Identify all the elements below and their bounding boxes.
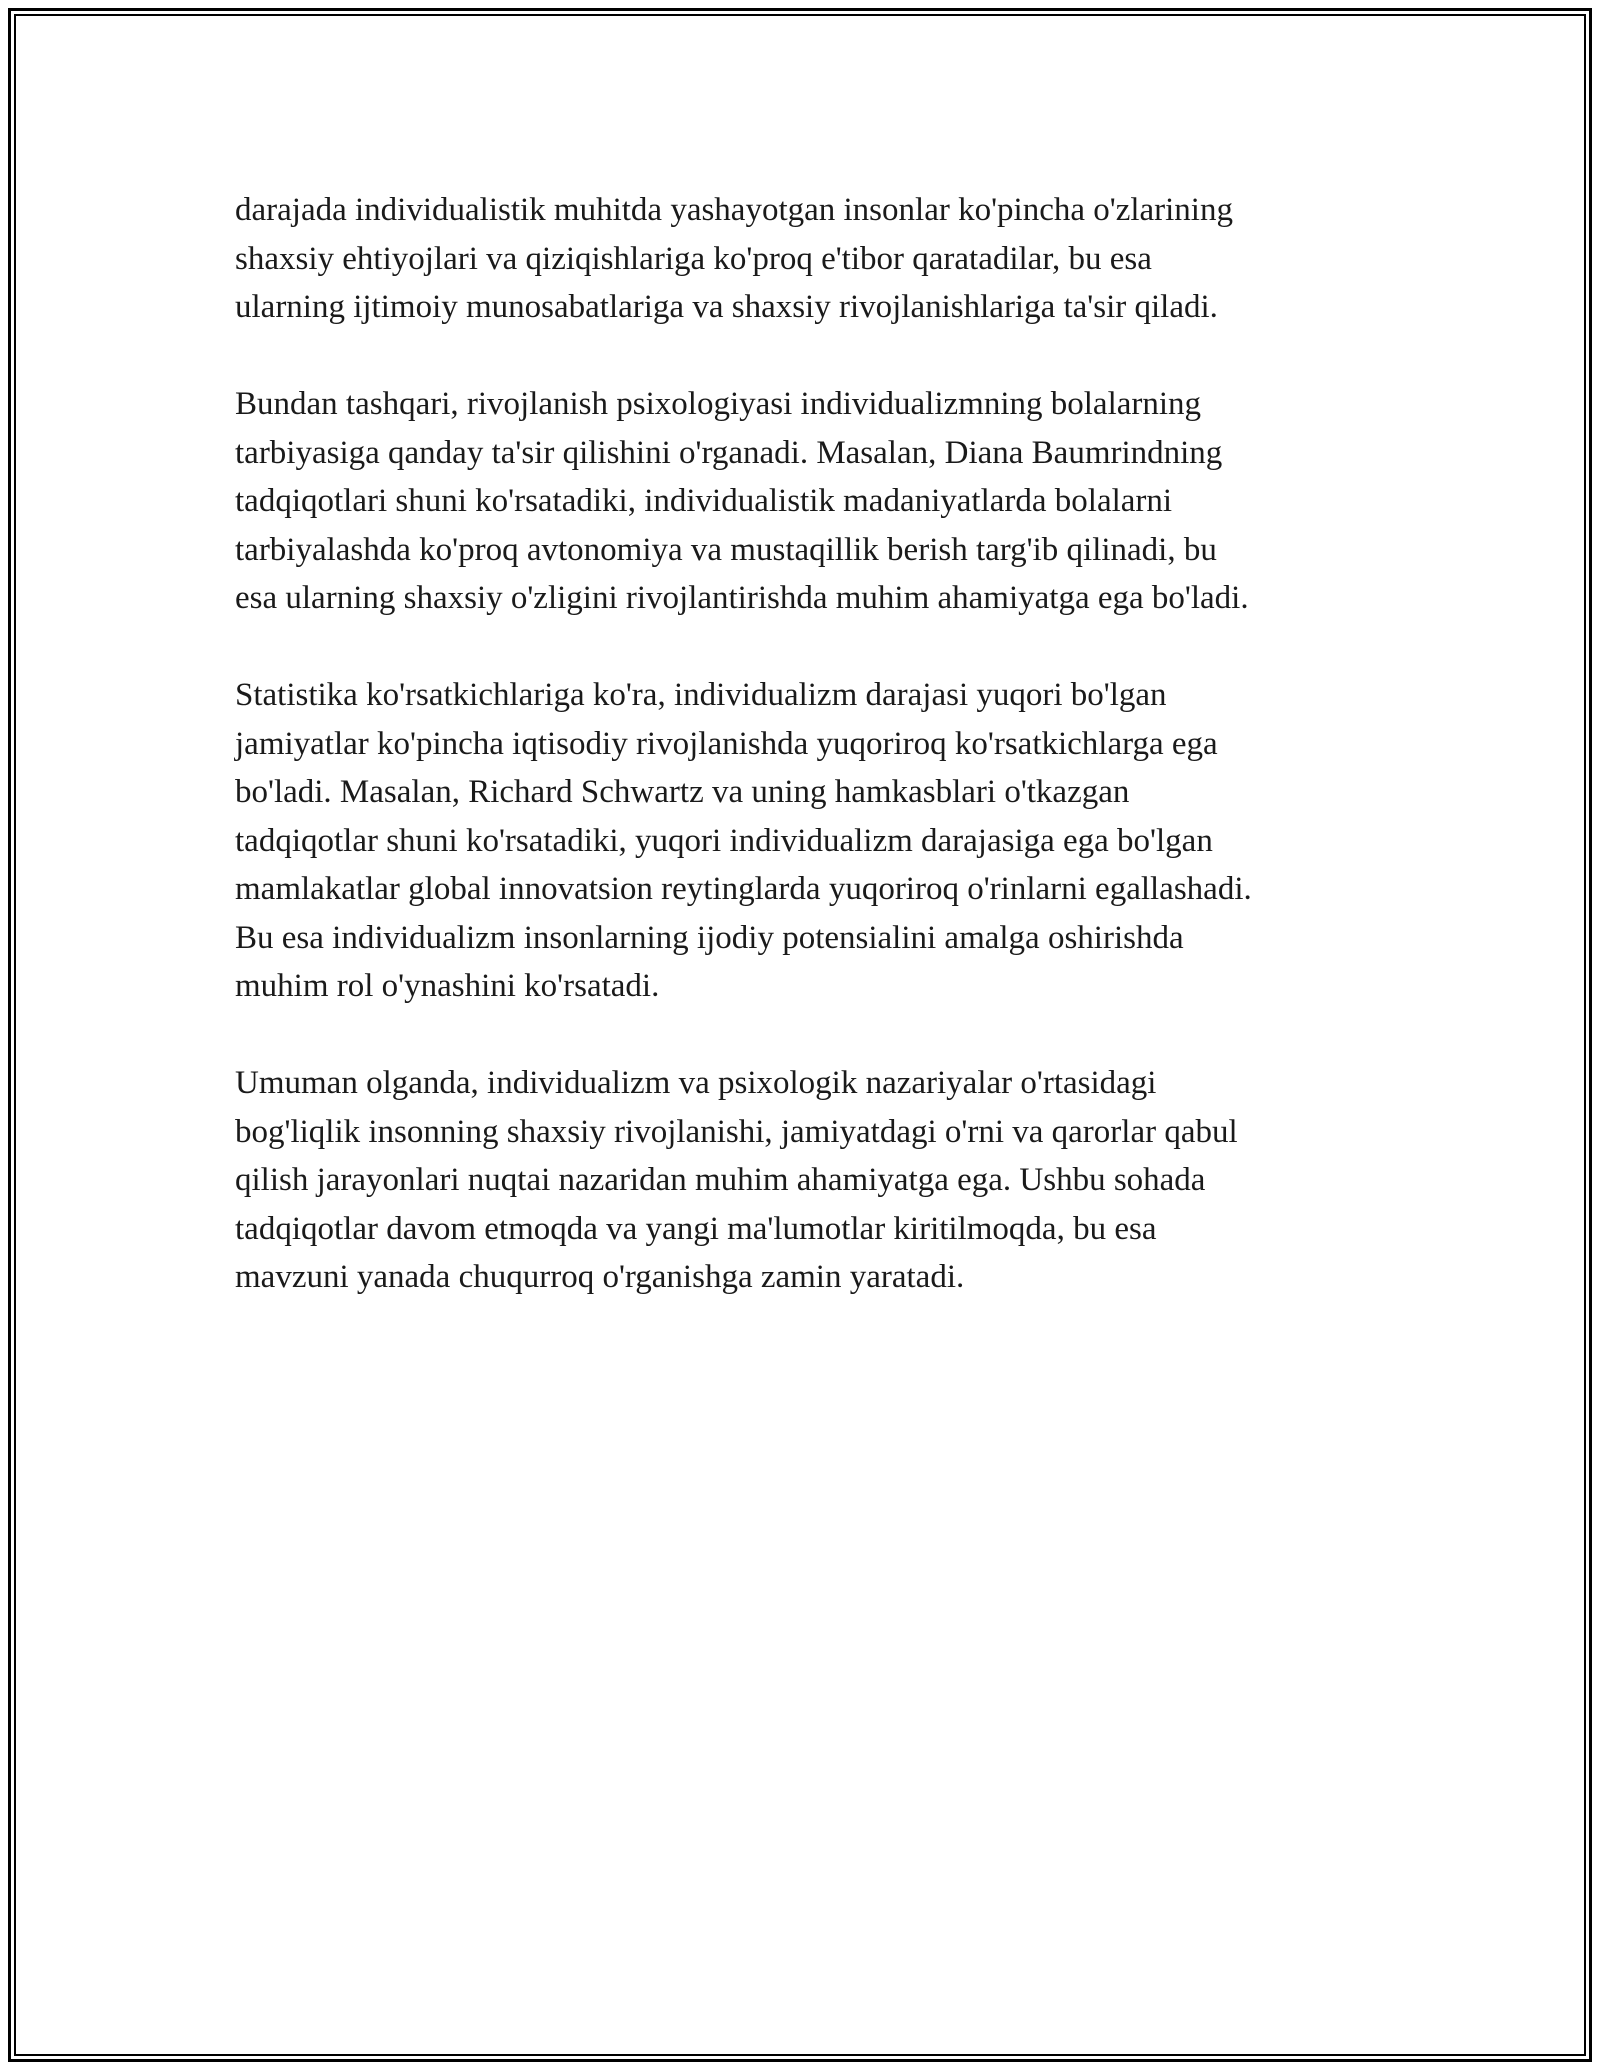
paragraph-2: Bundan tashqari, rivojlanish psixologiyasi individualizmning bolalarning tarbiyasiga qanday ta'sir qilishini o'rganadi. Masalan, Diana Baumrindning tadqiqotlari shuni ko'rsatadiki, individualistik madaniyatlarda bolalarni tarbiyalashda ko'proq avtonomiya va mustaqillik berish targ'ib qilinadi, bu esa ularning shaxsiy o'zligini rivojlantirishda muhim ahamiyatga ega bo'ladi. <box>235 386 1249 616</box>
paragraph-3: Statistika ko'rsatkichlariga ko'ra, individualizm darajasi yuqori bo'lgan jamiyatlar ko'pincha iqtisodiy rivojlanishda yuqoriroq ko'rsatkichlarga ega bo'ladi. Masalan, Richard Schwartz va uning hamkasblari o'tkazgan tadqiqotlar shuni ko'rsatadiki, yuqori individualizm darajasiga ega bo'lgan mamlakatlar global innovatsion reytinglarda yuqoriroq o'rinlarni egallashadi. Bu esa individualizm insonlarning ijodiy potensialini amalga oshirishda muhim rol o'ynashini ko'rsatadi. <box>235 677 1252 1004</box>
paragraph-4: Umuman olganda, individualizm va psixologik nazariyalar o'rtasidagi bog'liqlik insonning shaxsiy rivojlanishi, jamiyatdagi o'rni va qarorlar qabul qilish jarayonlari nuqtai nazaridan muhim ahamiyatga ega. Ushbu sohada tadqiqotlar davom etmoqda va yangi ma'lumotlar kiritilmoqda, bu esa mavzuni yanada chuqurroq o'rganishga zamin yaratadi. <box>235 1065 1238 1295</box>
page-body <box>235 186 1385 1350</box>
paragraph-1: darajada individualistik muhitda yashayotgan insonlar ko'pincha o'zlarining shaxsiy ehtiyojlari va qiziqishlariga ko'proq e'tibor qaratadilar, bu esa ularning ijtimoiy munosabatlariga va shaxsiy rivojlanishlariga ta'sir qiladi. <box>235 192 1233 325</box>
